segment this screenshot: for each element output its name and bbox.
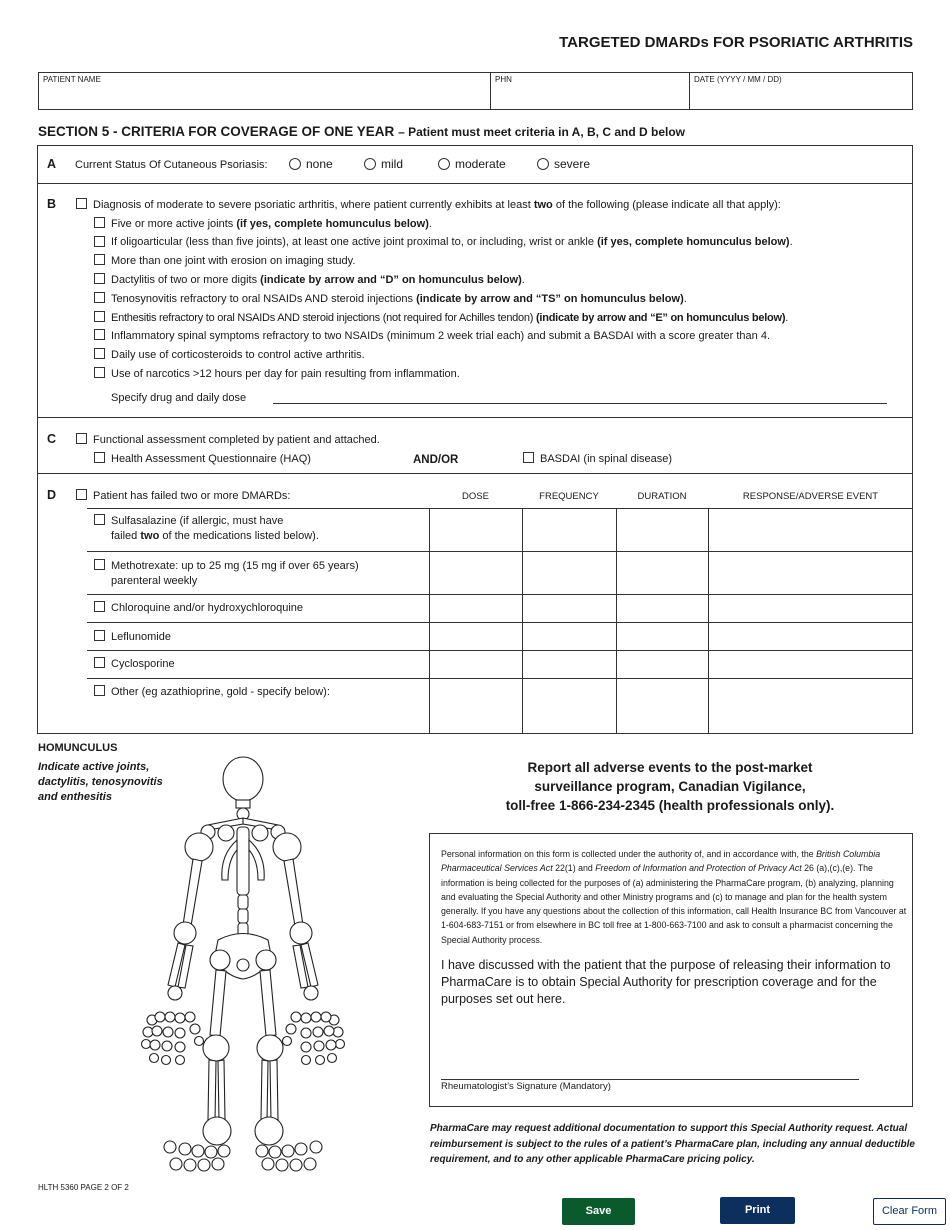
b-item-checkbox[interactable] xyxy=(94,273,105,284)
b-item-checkbox[interactable] xyxy=(94,217,105,228)
criterion-b-letter: B xyxy=(47,197,57,211)
basdai-label: BASDAI (in spinal disease) xyxy=(540,453,673,465)
grid-line xyxy=(708,508,709,734)
dmard-checkbox-chloroquine[interactable] xyxy=(94,601,105,612)
diagnosis-text: Diagnosis of moderate to severe psoriatic arthritis, where patient currently exhibits at least two of the following (please indicate all that apply): xyxy=(93,199,781,211)
divider xyxy=(38,183,912,184)
functional-assessment-checkbox[interactable] xyxy=(76,433,87,444)
date-label: DATE (YYYY / MM / DD) xyxy=(694,75,782,84)
grid-line xyxy=(87,508,913,509)
dmard-checkbox-leflunomide[interactable] xyxy=(94,630,105,641)
col-duration: DURATION xyxy=(637,491,687,502)
b-item-text: Daily use of corticosteroids to control active arthritis. xyxy=(111,349,365,361)
grid-line xyxy=(429,508,430,734)
patient-name-label: PATIENT NAME xyxy=(43,75,101,84)
specify-drug-label: Specify drug and daily dose xyxy=(111,392,247,404)
haq-label: Health Assessment Questionnaire (HAQ) xyxy=(111,453,311,465)
criteria-box xyxy=(37,145,913,734)
psoriasis-status-label: Current Status Of Cutaneous Psoriasis: xyxy=(75,159,268,171)
dmard-label: Sulfasalazine (if allergic, must have failed two of the medications listed below). xyxy=(111,515,319,542)
b-item-checkbox[interactable] xyxy=(94,236,105,247)
b-item-checkbox[interactable] xyxy=(94,311,105,322)
col-frequency: FREQUENCY xyxy=(539,491,599,502)
radio-mild-label: mild xyxy=(381,157,404,171)
save-button[interactable]: Save xyxy=(562,1198,635,1225)
consent-statement: I have discussed with the patient that the purpose of releasing their information to PharmaCare is to obtain Special Authority for prescription coverage and for the purposes set out here. xyxy=(441,958,891,1006)
section-title: SECTION 5 - CRITERIA FOR COVERAGE OF ONE YEAR xyxy=(38,124,395,139)
dmard-checkbox-other[interactable] xyxy=(94,685,105,696)
b-item-text: If oligoarticular (less than five joints), at least one active joint proximal to, or including, wrist or ankle (if yes, complete homunculus below). xyxy=(111,236,793,248)
patient-name-field[interactable] xyxy=(39,73,491,109)
dmard-checkbox-cyclosporine[interactable] xyxy=(94,657,105,668)
radio-moderate[interactable] xyxy=(438,158,450,170)
b-item-checkbox[interactable] xyxy=(94,367,105,378)
criterion-a-letter: A xyxy=(47,157,57,171)
radio-none[interactable] xyxy=(289,158,301,170)
grid-line xyxy=(87,650,913,651)
report-line: Report all adverse events to the post-market xyxy=(527,760,813,775)
b-item-text: Enthesitis refractory to oral NSAIDs AND steroid injections (not required for Achilles tendon) (indicate by arrow and “E” on homunculus below). xyxy=(111,312,789,324)
diagnosis-checkbox[interactable] xyxy=(76,198,87,209)
divider xyxy=(38,473,912,474)
dmard-label: Chloroquine and/or hydroxychloroquine xyxy=(111,602,304,614)
homunculus-note: Indicate active joints, dactylitis, tenosynovitis and enthesitis xyxy=(38,761,163,803)
b-item-checkbox[interactable] xyxy=(94,254,105,265)
homunculus-figure[interactable] xyxy=(140,755,380,1175)
privacy-statement: Personal information on this form is collected under the authority of, and in accordance with, the British Columbia Pharmaceutical Services Act 22(1) and Freedom of Information and Protection of Privacy Act 26 (a),(c),(e). The information is being collected for the purposes of (a) administering the PharmaCare program, (b) analyzing, planning and evaluating the Special Authority and other Ministry programs and (c) to manage and plan for the health system generally. If you have any questions about the collection of this information, call Health Insurance BC from Vancouver at 1-604-683-7151 or from elsewhere in BC toll free at 1-800-663-7100 and ask to consult a pharmacist concerning the Special Authority process. xyxy=(441,849,907,945)
dmard-checkbox-sulfasalazine[interactable] xyxy=(94,514,105,525)
grid-line xyxy=(87,622,913,623)
radio-severe-label: severe xyxy=(554,157,591,171)
date-field[interactable] xyxy=(690,73,912,109)
functional-assessment-text: Functional assessment completed by patient and attached. xyxy=(93,434,380,446)
b-item-text: Dactylitis of two or more digits (indicate by arrow and “D” on homunculus below). xyxy=(111,274,525,286)
b-item-text: Use of narcotics >12 hours per day for pain resulting from inflammation. xyxy=(111,368,460,380)
dmard-label: Cyclosporine xyxy=(111,658,175,670)
form-title: TARGETED DMARDs FOR PSORIATIC ARTHRITIS xyxy=(559,34,913,51)
dmard-label: Methotrexate: up to 25 mg (15 mg if over 65 years) parenteral weekly xyxy=(111,560,359,587)
b-item-text: Five or more active joints (if yes, complete homunculus below). xyxy=(111,218,432,230)
report-line: surveillance program, Canadian Vigilance, xyxy=(534,779,806,794)
patient-header-fields xyxy=(38,72,913,110)
grid-line xyxy=(522,508,523,734)
radio-moderate-label: moderate xyxy=(455,157,506,171)
divider xyxy=(38,417,912,418)
grid-line xyxy=(616,508,617,734)
dmard-label: Other (eg azathioprine, gold - specify below): xyxy=(111,686,330,698)
grid-line xyxy=(87,551,913,552)
phn-label: PHN xyxy=(495,75,512,84)
dmard-checkbox-methotrexate[interactable] xyxy=(94,559,105,570)
col-response: RESPONSE/ADVERSE EVENT xyxy=(742,491,879,502)
clear-form-button[interactable]: Clear Form xyxy=(873,1198,946,1225)
criterion-d-letter: D xyxy=(47,488,57,502)
signature-field[interactable] xyxy=(441,1079,859,1080)
adverse-events-notice xyxy=(470,758,870,815)
specify-drug-input[interactable] xyxy=(273,403,887,404)
haq-checkbox[interactable] xyxy=(94,452,105,463)
col-dose: DOSE xyxy=(462,491,489,502)
section-heading xyxy=(38,124,685,139)
grid-line xyxy=(87,678,913,679)
b-item-checkbox[interactable] xyxy=(94,348,105,359)
grid-line xyxy=(87,594,913,595)
b-item-checkbox[interactable] xyxy=(94,292,105,303)
print-button[interactable]: Print xyxy=(720,1197,795,1224)
b-item-checkbox[interactable] xyxy=(94,329,105,340)
pharmacare-footnote: PharmaCare may request additional documentation to support this Special Authority request. Actual reimbursement is subject to the rules of a patient’s PharmaCare plan, including any annual deductible requirement, and to any other applicable PharmaCare pricing policy. xyxy=(430,1123,915,1165)
radio-severe[interactable] xyxy=(537,158,549,170)
phn-field[interactable] xyxy=(491,73,690,109)
section-subtitle: – Patient must meet criteria in A, B, C and D below xyxy=(398,125,686,139)
andor-label: AND/OR xyxy=(413,454,459,466)
radio-none-label: none xyxy=(306,157,333,171)
radio-mild[interactable] xyxy=(364,158,376,170)
b-item-text: Tenosynovitis refractory to oral NSAIDs AND steroid injections (indicate by arrow and “TS” on homunculus below). xyxy=(111,293,687,305)
dmard-label: Leflunomide xyxy=(111,631,171,643)
failed-dmards-text: Patient has failed two or more DMARDs: xyxy=(93,490,291,502)
form-code: HLTH 5360 PAGE 2 OF 2 xyxy=(38,1183,129,1192)
b-item-text: Inflammatory spinal symptoms refractory to two NSAIDs (minimum 2 week trial each) and submit a BASDAI with a score greater than 4. xyxy=(111,330,771,342)
homunculus-title: HOMUNCULUS xyxy=(38,742,118,754)
b-item-text: More than one joint with erosion on imaging study. xyxy=(111,255,356,267)
failed-dmards-checkbox[interactable] xyxy=(76,489,87,500)
signature-label: Rheumatologist’s Signature (Mandatory) xyxy=(441,1081,611,1092)
basdai-checkbox[interactable] xyxy=(523,452,534,463)
criterion-c-letter: C xyxy=(47,432,57,446)
report-line: toll-free 1-866-234-2345 (health professionals only). xyxy=(505,798,835,813)
privacy-consent-box xyxy=(429,833,913,1107)
